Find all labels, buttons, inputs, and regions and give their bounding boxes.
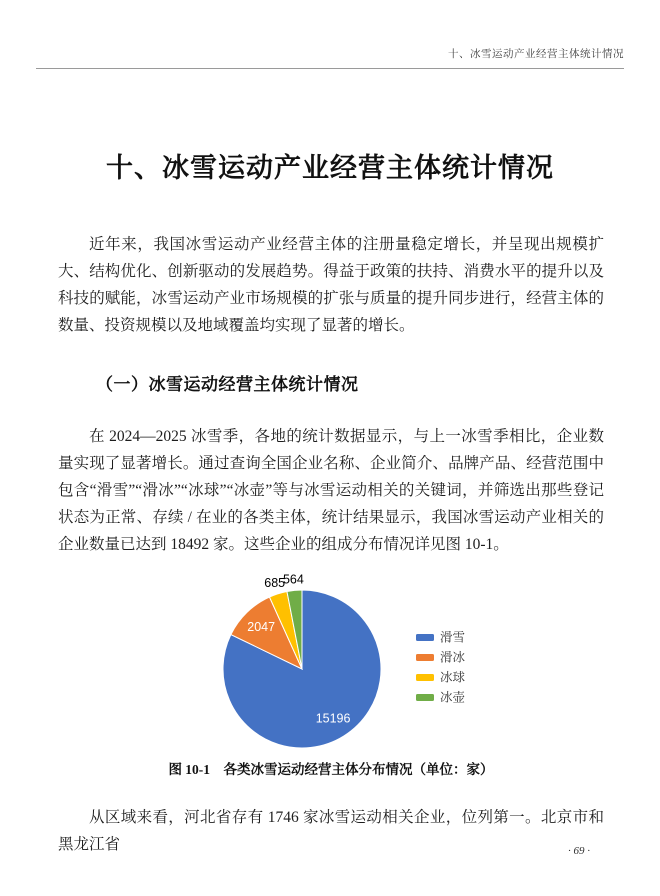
pie-value-label: 2047 — [247, 620, 276, 635]
page-title: 十、冰雪运动产业经营主体统计情况 — [106, 153, 554, 183]
legend-item — [416, 690, 465, 705]
legend-label: 冰球 — [440, 670, 466, 685]
legend-item — [416, 650, 466, 665]
legend-swatch — [416, 654, 434, 661]
legend-item — [416, 670, 466, 685]
paragraph-intro: 近年来，我国冰雪运动产业经营主体的注册量稳定增长，并呈现出规模扩大、结构优化、创新驱动的发展趋势。得益于政策的扶持、消费水平的提升以及科技的赋能，冰雪运动产业市场规模的扩张与质量的提升同步进行，经营主体的数量、投资规模以及地域覆盖均实现了显著的增长。 — [58, 236, 604, 334]
legend-label: 滑冰 — [440, 650, 466, 665]
pie-value-label: 564 — [282, 572, 304, 587]
legend-label: 冰壶 — [440, 690, 466, 705]
running-header: 十、冰雪运动产业经营主体统计情况 — [36, 46, 624, 69]
legend-swatch — [416, 694, 434, 701]
section-heading: （一）冰雪运动经营主体统计情况 — [96, 375, 359, 394]
pie-value-label: 685 — [264, 576, 286, 591]
legend-swatch — [416, 674, 434, 681]
paragraph-region: 从区域来看，河北省存有 1746 家冰雪运动相关企业，位列第一。北京市和黑龙江省 — [58, 809, 604, 853]
legend-swatch — [416, 634, 434, 641]
paragraph-statistics: 在 2024—2025 冰雪季，各地的统计数据显示，与上一冰雪季相比，企业数量实现了显著增长。通过查询全国企业名称、企业简介、品牌产品、经营范围中包含“滑雪”“滑冰”“冰球”“冰壶”等与冰雪运动相关的关键词，并筛选出那些登记状态为正常、存续 / 在业的各类主体，统计结果显示，我国冰雪运动产业相关的企业数量已达到 18492 家。这些企业的组成分布情况详见图 10-1。 — [58, 428, 604, 553]
legend-item — [416, 631, 465, 645]
figure-caption: 图 10-1 各类冰雪运动经营主体分布情况（单位：家） — [168, 762, 494, 777]
pie-chart — [58, 565, 604, 755]
legend-label: 滑雪 — [440, 630, 466, 645]
figure-block — [58, 565, 604, 778]
page-number: · 69 · — [568, 845, 590, 857]
pie-value-label: 15196 — [315, 711, 351, 726]
